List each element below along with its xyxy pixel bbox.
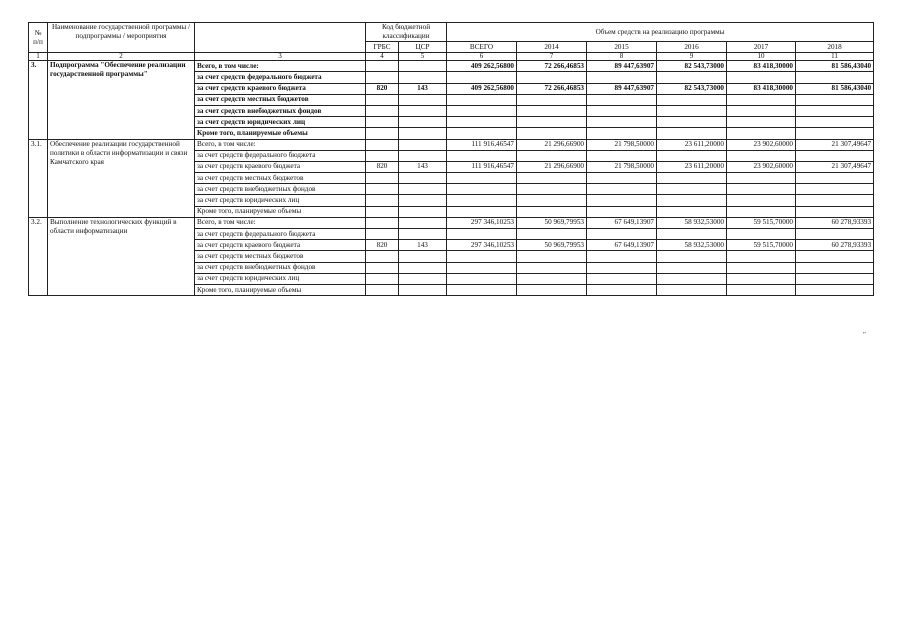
cell-y2014 [517, 284, 587, 295]
cell-y2014 [517, 117, 587, 128]
cell-y2014: 21 296,66900 [517, 139, 587, 150]
cell-total [447, 150, 517, 161]
funding-source-label: Кроме того, планируемые объемы [195, 284, 366, 295]
cell-y2014: 50 969,79953 [517, 217, 587, 228]
cell-y2017 [727, 251, 796, 262]
column-numbers-row [29, 53, 874, 61]
funding-source-label: за счет средств местных бюджетов [195, 173, 366, 184]
cell-total [447, 105, 517, 116]
cell-total [447, 128, 517, 139]
cell-y2016 [657, 184, 727, 195]
cell-total: 297 346,10253 [447, 217, 517, 228]
cell-y2015 [587, 173, 657, 184]
header-grbs: ГРБС [366, 42, 399, 53]
funding-source-label: Кроме того, планируемые объемы [195, 128, 366, 139]
funding-source-label: Всего, в том числе: [195, 139, 366, 150]
cell-y2018: 21 307,49647 [796, 139, 874, 150]
cell-y2016 [657, 229, 727, 240]
cell-total: 409 262,56800 [447, 83, 517, 94]
header-year-2015: 2015 [587, 42, 657, 53]
cell-csr: 143 [399, 83, 447, 94]
cell-y2015 [587, 251, 657, 262]
table-row [29, 217, 874, 228]
cell-y2016: 82 543,73000 [657, 83, 727, 94]
cell-grbs [366, 72, 399, 83]
cell-grbs [366, 284, 399, 295]
cell-y2016 [657, 284, 727, 295]
cell-y2017: 83 418,30000 [727, 83, 796, 94]
cell-total [447, 206, 517, 217]
cell-y2015 [587, 72, 657, 83]
cell-grbs [366, 117, 399, 128]
cell-y2014 [517, 72, 587, 83]
section-number: 3.1. [29, 139, 48, 217]
cell-total [447, 229, 517, 240]
header-num: № п/п [29, 23, 48, 53]
cell-y2015 [587, 273, 657, 284]
column-number: 4 [366, 53, 399, 61]
cell-grbs: 820 [366, 161, 399, 172]
cell-csr: 143 [399, 161, 447, 172]
funding-source-label: за счет средств федерального бюджета [195, 229, 366, 240]
cell-grbs [366, 128, 399, 139]
cell-y2016 [657, 206, 727, 217]
cell-y2015 [587, 94, 657, 105]
cell-y2017 [727, 284, 796, 295]
cell-y2016 [657, 173, 727, 184]
cell-y2016 [657, 273, 727, 284]
cell-grbs [366, 61, 399, 72]
column-number: 11 [796, 53, 874, 61]
cell-y2016 [657, 72, 727, 83]
cell-total [447, 251, 517, 262]
cell-csr [399, 206, 447, 217]
column-number: 7 [517, 53, 587, 61]
cell-y2016: 23 611,20000 [657, 139, 727, 150]
section-number: 3. [29, 61, 48, 139]
cell-y2014 [517, 105, 587, 116]
cell-y2018 [796, 229, 874, 240]
cell-y2014 [517, 273, 587, 284]
cell-y2016 [657, 105, 727, 116]
cell-total [447, 72, 517, 83]
cell-y2016 [657, 251, 727, 262]
column-number: 9 [657, 53, 727, 61]
cell-y2018 [796, 184, 874, 195]
cell-y2017: 23 902,60000 [727, 139, 796, 150]
cell-csr [399, 117, 447, 128]
cell-y2017 [727, 195, 796, 206]
cell-y2014: 72 266,46853 [517, 83, 587, 94]
cell-y2015 [587, 262, 657, 273]
cell-y2014 [517, 195, 587, 206]
cell-y2015 [587, 184, 657, 195]
cell-csr [399, 139, 447, 150]
cell-y2016 [657, 195, 727, 206]
cell-y2014 [517, 251, 587, 262]
cell-y2018 [796, 94, 874, 105]
cell-y2018: 60 278,93393 [796, 217, 874, 228]
cell-csr [399, 251, 447, 262]
cell-y2017 [727, 72, 796, 83]
cell-y2016 [657, 94, 727, 105]
cell-y2018 [796, 117, 874, 128]
cell-csr [399, 262, 447, 273]
cell-total [447, 262, 517, 273]
cell-y2017 [727, 273, 796, 284]
cell-y2018 [796, 195, 874, 206]
cell-y2014 [517, 150, 587, 161]
cell-y2018: 21 307,49647 [796, 161, 874, 172]
header-year-2016: 2016 [657, 42, 727, 53]
cell-y2015: 21 798,50000 [587, 161, 657, 172]
cell-y2014 [517, 262, 587, 273]
cell-grbs [366, 184, 399, 195]
header-name: Наименование государственной программы / подпрограммы / мероприятия [48, 23, 195, 53]
cell-total [447, 117, 517, 128]
funding-source-label: за счет средств внебюджетных фондов [195, 105, 366, 116]
cell-y2017 [727, 105, 796, 116]
cell-y2018 [796, 72, 874, 83]
cell-csr [399, 105, 447, 116]
cell-total [447, 273, 517, 284]
cell-grbs [366, 206, 399, 217]
cell-y2017 [727, 262, 796, 273]
cell-y2014 [517, 206, 587, 217]
funding-source-label: за счет средств краевого бюджета [195, 240, 366, 251]
cell-grbs: 820 [366, 83, 399, 94]
cell-total [447, 94, 517, 105]
cell-y2018 [796, 251, 874, 262]
cell-grbs [366, 105, 399, 116]
funding-source-label: за счет средств внебюджетных фондов [195, 184, 366, 195]
cell-total [447, 195, 517, 206]
header-blank [195, 23, 366, 53]
cell-grbs [366, 139, 399, 150]
cell-y2015 [587, 150, 657, 161]
cell-csr [399, 184, 447, 195]
cell-y2017: 59 515,70000 [727, 217, 796, 228]
section-number: 3.2. [29, 217, 48, 295]
section-name: Подпрограмма "Обеспечение реализации государственной программы" [48, 61, 195, 139]
funding-source-label: за счет средств юридических лиц [195, 195, 366, 206]
cell-y2015 [587, 206, 657, 217]
cell-y2017 [727, 184, 796, 195]
funding-source-label: за счет средств краевого бюджета [195, 83, 366, 94]
cell-grbs [366, 273, 399, 284]
cell-y2016 [657, 128, 727, 139]
section-name: Выполнение технологических функций в области информатизации [48, 217, 195, 295]
column-number: 10 [727, 53, 796, 61]
cell-y2018 [796, 105, 874, 116]
cell-grbs [366, 94, 399, 105]
header-year-2017: 2017 [727, 42, 796, 53]
cell-total [447, 173, 517, 184]
cell-csr [399, 173, 447, 184]
cell-y2014: 21 296,66900 [517, 161, 587, 172]
cell-y2017 [727, 150, 796, 161]
cell-total [447, 184, 517, 195]
cell-total: 111 916,46547 [447, 139, 517, 150]
cell-y2015 [587, 229, 657, 240]
cell-y2017 [727, 128, 796, 139]
cell-grbs [366, 195, 399, 206]
column-number: 1 [29, 53, 48, 61]
header-total: ВСЕГО [447, 42, 517, 53]
cell-y2017 [727, 173, 796, 184]
cell-y2017 [727, 117, 796, 128]
cell-y2018: 81 586,43040 [796, 61, 874, 72]
header-kbk: Код бюджетной классификации [366, 23, 447, 42]
cell-y2015: 67 649,13907 [587, 217, 657, 228]
funding-source-label: за счет средств краевого бюджета [195, 161, 366, 172]
cell-y2016: 58 932,53000 [657, 217, 727, 228]
cell-y2018 [796, 284, 874, 295]
cell-csr [399, 72, 447, 83]
cell-csr [399, 229, 447, 240]
cell-y2015: 21 798,50000 [587, 139, 657, 150]
cell-y2018 [796, 262, 874, 273]
funding-source-label: Кроме того, планируемые объемы [195, 206, 366, 217]
funding-source-label: Всего, в том числе: [195, 61, 366, 72]
cell-y2015 [587, 117, 657, 128]
cell-y2014 [517, 94, 587, 105]
cell-y2017 [727, 206, 796, 217]
funding-source-label: за счет средств местных бюджетов [195, 94, 366, 105]
cell-grbs [366, 150, 399, 161]
cell-grbs [366, 229, 399, 240]
cell-y2016 [657, 150, 727, 161]
cell-y2015 [587, 128, 657, 139]
cell-y2015 [587, 284, 657, 295]
column-number: 2 [48, 53, 195, 61]
cell-csr [399, 217, 447, 228]
cell-y2017 [727, 94, 796, 105]
cell-grbs: 820 [366, 240, 399, 251]
cell-y2016 [657, 117, 727, 128]
section-name: Обеспечение реализации государственной политики в области информатизации и связи Камчатского края [48, 139, 195, 217]
document-page [28, 22, 873, 296]
cell-csr [399, 61, 447, 72]
cell-y2016: 82 543,73000 [657, 61, 727, 72]
cell-csr [399, 150, 447, 161]
cell-csr [399, 195, 447, 206]
cell-y2017: 83 418,30000 [727, 61, 796, 72]
funding-source-label: Всего, в том числе: [195, 217, 366, 228]
cell-total: 111 916,46547 [447, 161, 517, 172]
header-year-2014: 2014 [517, 42, 587, 53]
column-number: 6 [447, 53, 517, 61]
cell-y2014 [517, 229, 587, 240]
header-year-2018: 2018 [796, 42, 874, 53]
cell-csr [399, 273, 447, 284]
cell-y2018: 60 278,93393 [796, 240, 874, 251]
funding-source-label: за счет средств юридических лиц [195, 273, 366, 284]
cell-csr [399, 284, 447, 295]
column-number: 3 [195, 53, 366, 61]
funding-source-label: за счет средств местных бюджетов [195, 251, 366, 262]
column-number: 8 [587, 53, 657, 61]
table-row [29, 61, 874, 72]
cell-y2018 [796, 128, 874, 139]
cell-grbs [366, 262, 399, 273]
cell-grbs [366, 173, 399, 184]
cell-y2015: 89 447,63907 [587, 83, 657, 94]
cell-y2015: 67 649,13907 [587, 240, 657, 251]
cell-y2016 [657, 262, 727, 273]
cell-csr [399, 94, 447, 105]
table-row [29, 139, 874, 150]
cell-y2018 [796, 173, 874, 184]
cell-y2015: 89 447,63907 [587, 61, 657, 72]
cell-y2015 [587, 105, 657, 116]
cell-y2014: 50 969,79953 [517, 240, 587, 251]
cell-y2018 [796, 273, 874, 284]
cell-y2017 [727, 229, 796, 240]
cell-grbs [366, 217, 399, 228]
cell-total: 297 346,10253 [447, 240, 517, 251]
funding-source-label: за счет средств внебюджетных фондов [195, 262, 366, 273]
cell-y2015 [587, 195, 657, 206]
cell-total: 409 262,56800 [447, 61, 517, 72]
cell-y2018 [796, 206, 874, 217]
cell-total [447, 284, 517, 295]
cell-y2017: 23 902,60000 [727, 161, 796, 172]
cell-y2018: 81 586,43040 [796, 83, 874, 94]
column-number: 5 [399, 53, 447, 61]
cell-y2014 [517, 173, 587, 184]
cell-grbs [366, 251, 399, 262]
cell-y2017: 59 515,70000 [727, 240, 796, 251]
cell-csr: 143 [399, 240, 447, 251]
budget-table [28, 22, 874, 296]
cell-y2014 [517, 128, 587, 139]
header-row-1 [29, 23, 874, 42]
end-mark: " [863, 331, 866, 339]
cell-y2018 [796, 150, 874, 161]
cell-y2014 [517, 184, 587, 195]
cell-y2016: 58 932,53000 [657, 240, 727, 251]
cell-csr [399, 128, 447, 139]
header-funds: Объем средств на реализацию программы [447, 23, 874, 42]
cell-y2016: 23 611,20000 [657, 161, 727, 172]
funding-source-label: за счет средств федерального бюджета [195, 150, 366, 161]
funding-source-label: за счет средств юридических лиц [195, 117, 366, 128]
funding-source-label: за счет средств федерального бюджета [195, 72, 366, 83]
cell-y2014: 72 266,46853 [517, 61, 587, 72]
header-csr: ЦСР [399, 42, 447, 53]
